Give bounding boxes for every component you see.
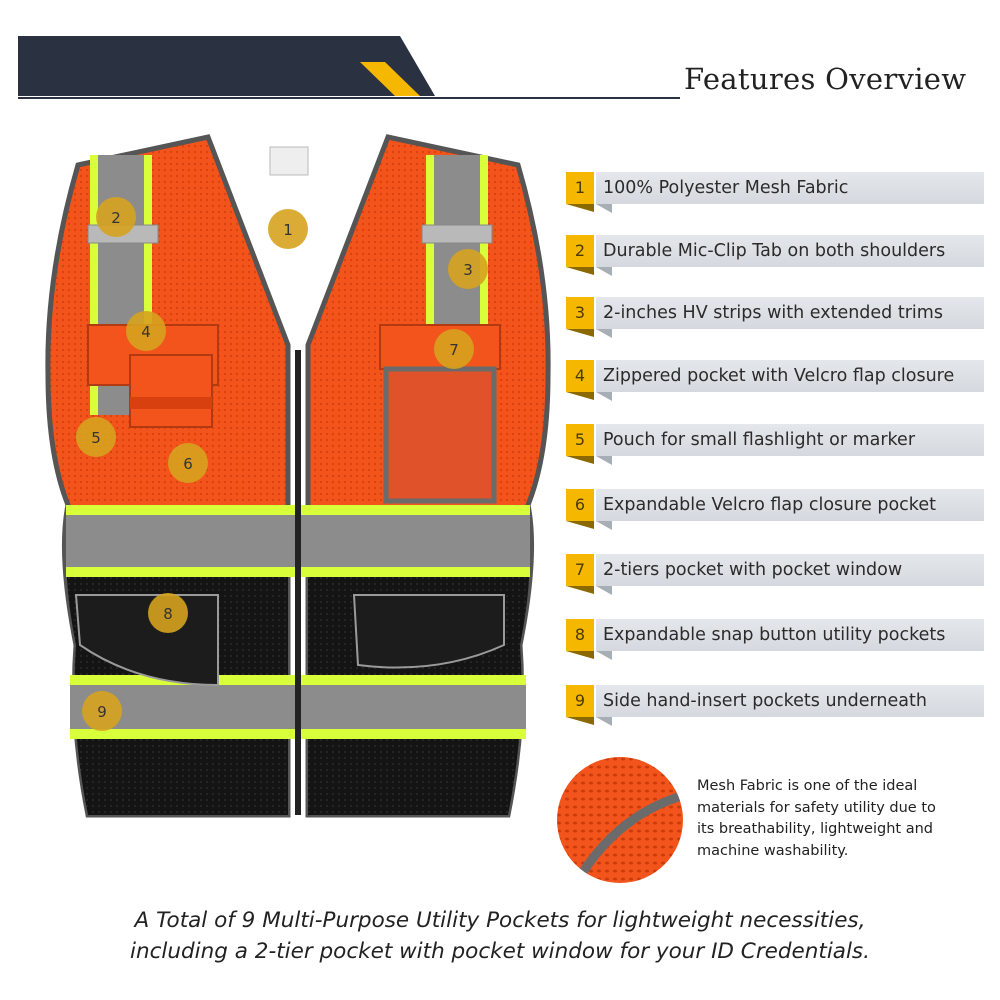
feature-number-badge: 2 (566, 235, 594, 267)
feature-item-3 (566, 295, 984, 341)
feature-item-1 (566, 170, 984, 216)
feature-number-badge: 5 (566, 424, 594, 456)
vest-marker-7 (434, 329, 474, 369)
feature-text: Expandable snap button utility pockets (603, 625, 946, 645)
feature-item-9 (566, 683, 984, 729)
feature-text: Side hand-insert pockets underneath (603, 691, 927, 711)
feature-number-badge: 3 (566, 297, 594, 329)
velcro-flap-pocket (130, 355, 212, 427)
page-title: Features Overview (684, 62, 967, 96)
feature-text: 2-tiers pocket with pocket window (603, 560, 903, 580)
vest-marker-8 (148, 593, 188, 633)
feature-number-badge: 4 (566, 360, 594, 392)
vest-marker-6 (168, 443, 208, 483)
caption-line-2: including a 2-tier pocket with pocket window for your ID Credentials. (130, 939, 870, 964)
mesh-note-line: Mesh Fabric is one of the ideal (697, 778, 918, 794)
svg-text:1: 1 (283, 221, 293, 239)
svg-text:8: 8 (163, 605, 173, 623)
svg-text:5: 5 (91, 429, 101, 447)
svg-text:6: 6 (183, 455, 193, 473)
svg-text:3: 3 (463, 261, 473, 279)
vest-marker-5 (76, 417, 116, 457)
mesh-note-line: machine washability. (697, 842, 849, 859)
mesh-fabric-note (697, 776, 967, 862)
vest-marker-4 (126, 311, 166, 351)
feature-text: 2-inches HV strips with extended trims (603, 303, 943, 323)
feature-text: Expandable Velcro flap closure pocket (603, 495, 936, 515)
feature-number-badge: 6 (566, 489, 594, 521)
bottom-caption (0, 905, 1000, 967)
vest-marker-9 (82, 691, 122, 731)
svg-text:9: 9 (97, 703, 107, 721)
feature-text: Pouch for small flashlight or marker (603, 430, 916, 450)
mesh-fabric-closeup (555, 755, 685, 885)
svg-text:7: 7 (449, 341, 459, 359)
feature-number-badge: 1 (566, 172, 594, 204)
feature-text: Durable Mic-Clip Tab on both shoulders (603, 241, 946, 261)
feature-item-2 (566, 233, 984, 279)
feature-number-badge: 9 (566, 685, 594, 717)
feature-number-badge: 8 (566, 619, 594, 651)
feature-item-4 (566, 358, 984, 404)
feature-text: 100% Polyester Mesh Fabric (603, 178, 849, 198)
vest-marker-3 (448, 249, 488, 289)
svg-text:4: 4 (141, 323, 151, 341)
svg-text:2: 2 (111, 209, 121, 227)
vest-marker-1 (268, 209, 308, 249)
mesh-note-line: materials for safety utility due to (697, 799, 936, 816)
right-mic-clip-tab (422, 225, 492, 243)
safety-vest-image (18, 125, 578, 885)
mesh-note-line: its breathability, lightweight and (697, 821, 933, 837)
vest-marker-2 (96, 197, 136, 237)
feature-text: Zippered pocket with Velcro flap closure (603, 366, 955, 386)
feature-item-6 (566, 487, 984, 533)
id-pocket-window (386, 369, 494, 501)
feature-item-8 (566, 617, 984, 663)
neck-label (270, 147, 308, 175)
feature-number-badge: 7 (566, 554, 594, 586)
feature-item-7 (566, 552, 984, 598)
caption-line-1: A Total of 9 Multi-Purpose Utility Pockets for lightweight necessities, (134, 908, 866, 933)
feature-item-5 (566, 422, 984, 468)
